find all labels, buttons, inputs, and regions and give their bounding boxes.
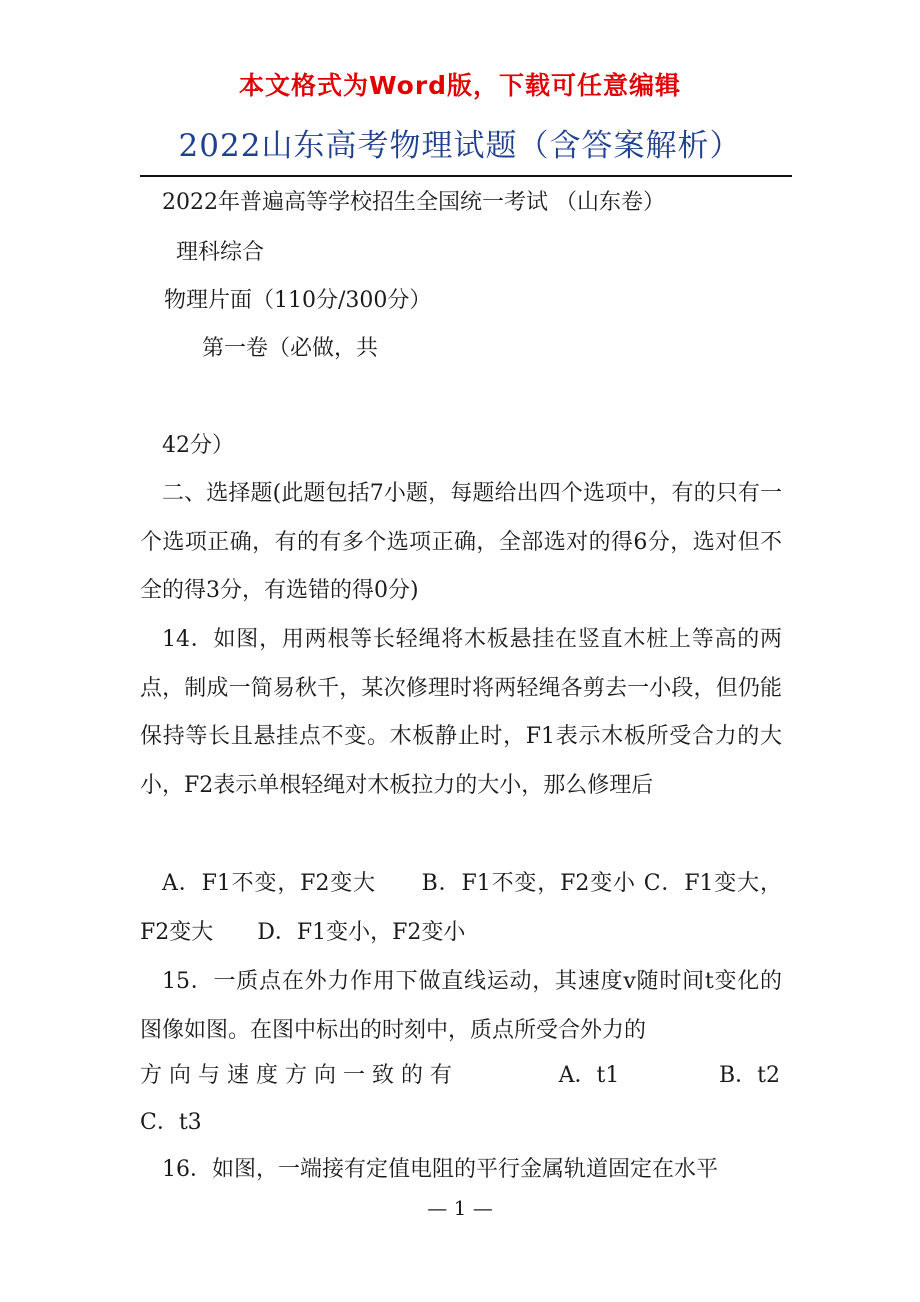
question-16-stem: 16．如图，一端接有定值电阻的平行金属轨道固定在水平 (162, 1157, 718, 1182)
question-15-options-row (140, 1061, 780, 1091)
subject-label: 理科综合 (176, 240, 265, 265)
question-15-stem: 15．一质点在外力作用下做直线运动，其速度v随时间t变化的图像如图。在图中标出的时刻中，质点所受合外力的 (140, 969, 782, 1043)
document-title: 2022山东高考物理试题（含答案解析） (178, 128, 742, 164)
question-15-option-a: A．t1 (558, 1063, 620, 1088)
page-number: — 1 — (427, 1196, 493, 1220)
exam-name: 2022年普遍高等学校招生全国统一考试 （山东卷） (162, 190, 665, 215)
question-14-stem: 14．如图，用两根等长轻绳将木板悬挂在竖直木桩上等高的两点，制成一简易秋千，某次修理时将两轻绳各剪去一小段，但仍能保持等长且悬挂点不变。木板静止时，F1表示木板所受合力的大小，F2表示单根轻绳对木板拉力的大小，那么修理后 (140, 627, 782, 798)
volume-points: 42分） (162, 433, 234, 458)
instructions-paragraph: 二、选择题(此题包括7小题，每题给出四个选项中，有的只有一个选项正确，有的有多个选项正确，全部选对的得6分，选对但不全的得3分，有选错的得0分) (140, 481, 782, 604)
download-banner: 本文格式为Word版，下载可任意编辑 (238, 71, 682, 100)
question-14-options: A．F1不变，F2变大 B．F1不变，F2变小 C．F1变大，F2变大 D．F1变小，F2变小 (140, 871, 782, 945)
volume-label: 第一卷（必做，共 (202, 336, 379, 361)
question-15-option-b: B．t2 (718, 1063, 780, 1088)
title-divider (140, 175, 792, 177)
section-label: 物理片面（110分/300分） (164, 288, 432, 313)
question-15-option-c: C．t3 (140, 1110, 202, 1135)
question-15-line-text: 方向与速度方向一致的有 (140, 1063, 460, 1088)
